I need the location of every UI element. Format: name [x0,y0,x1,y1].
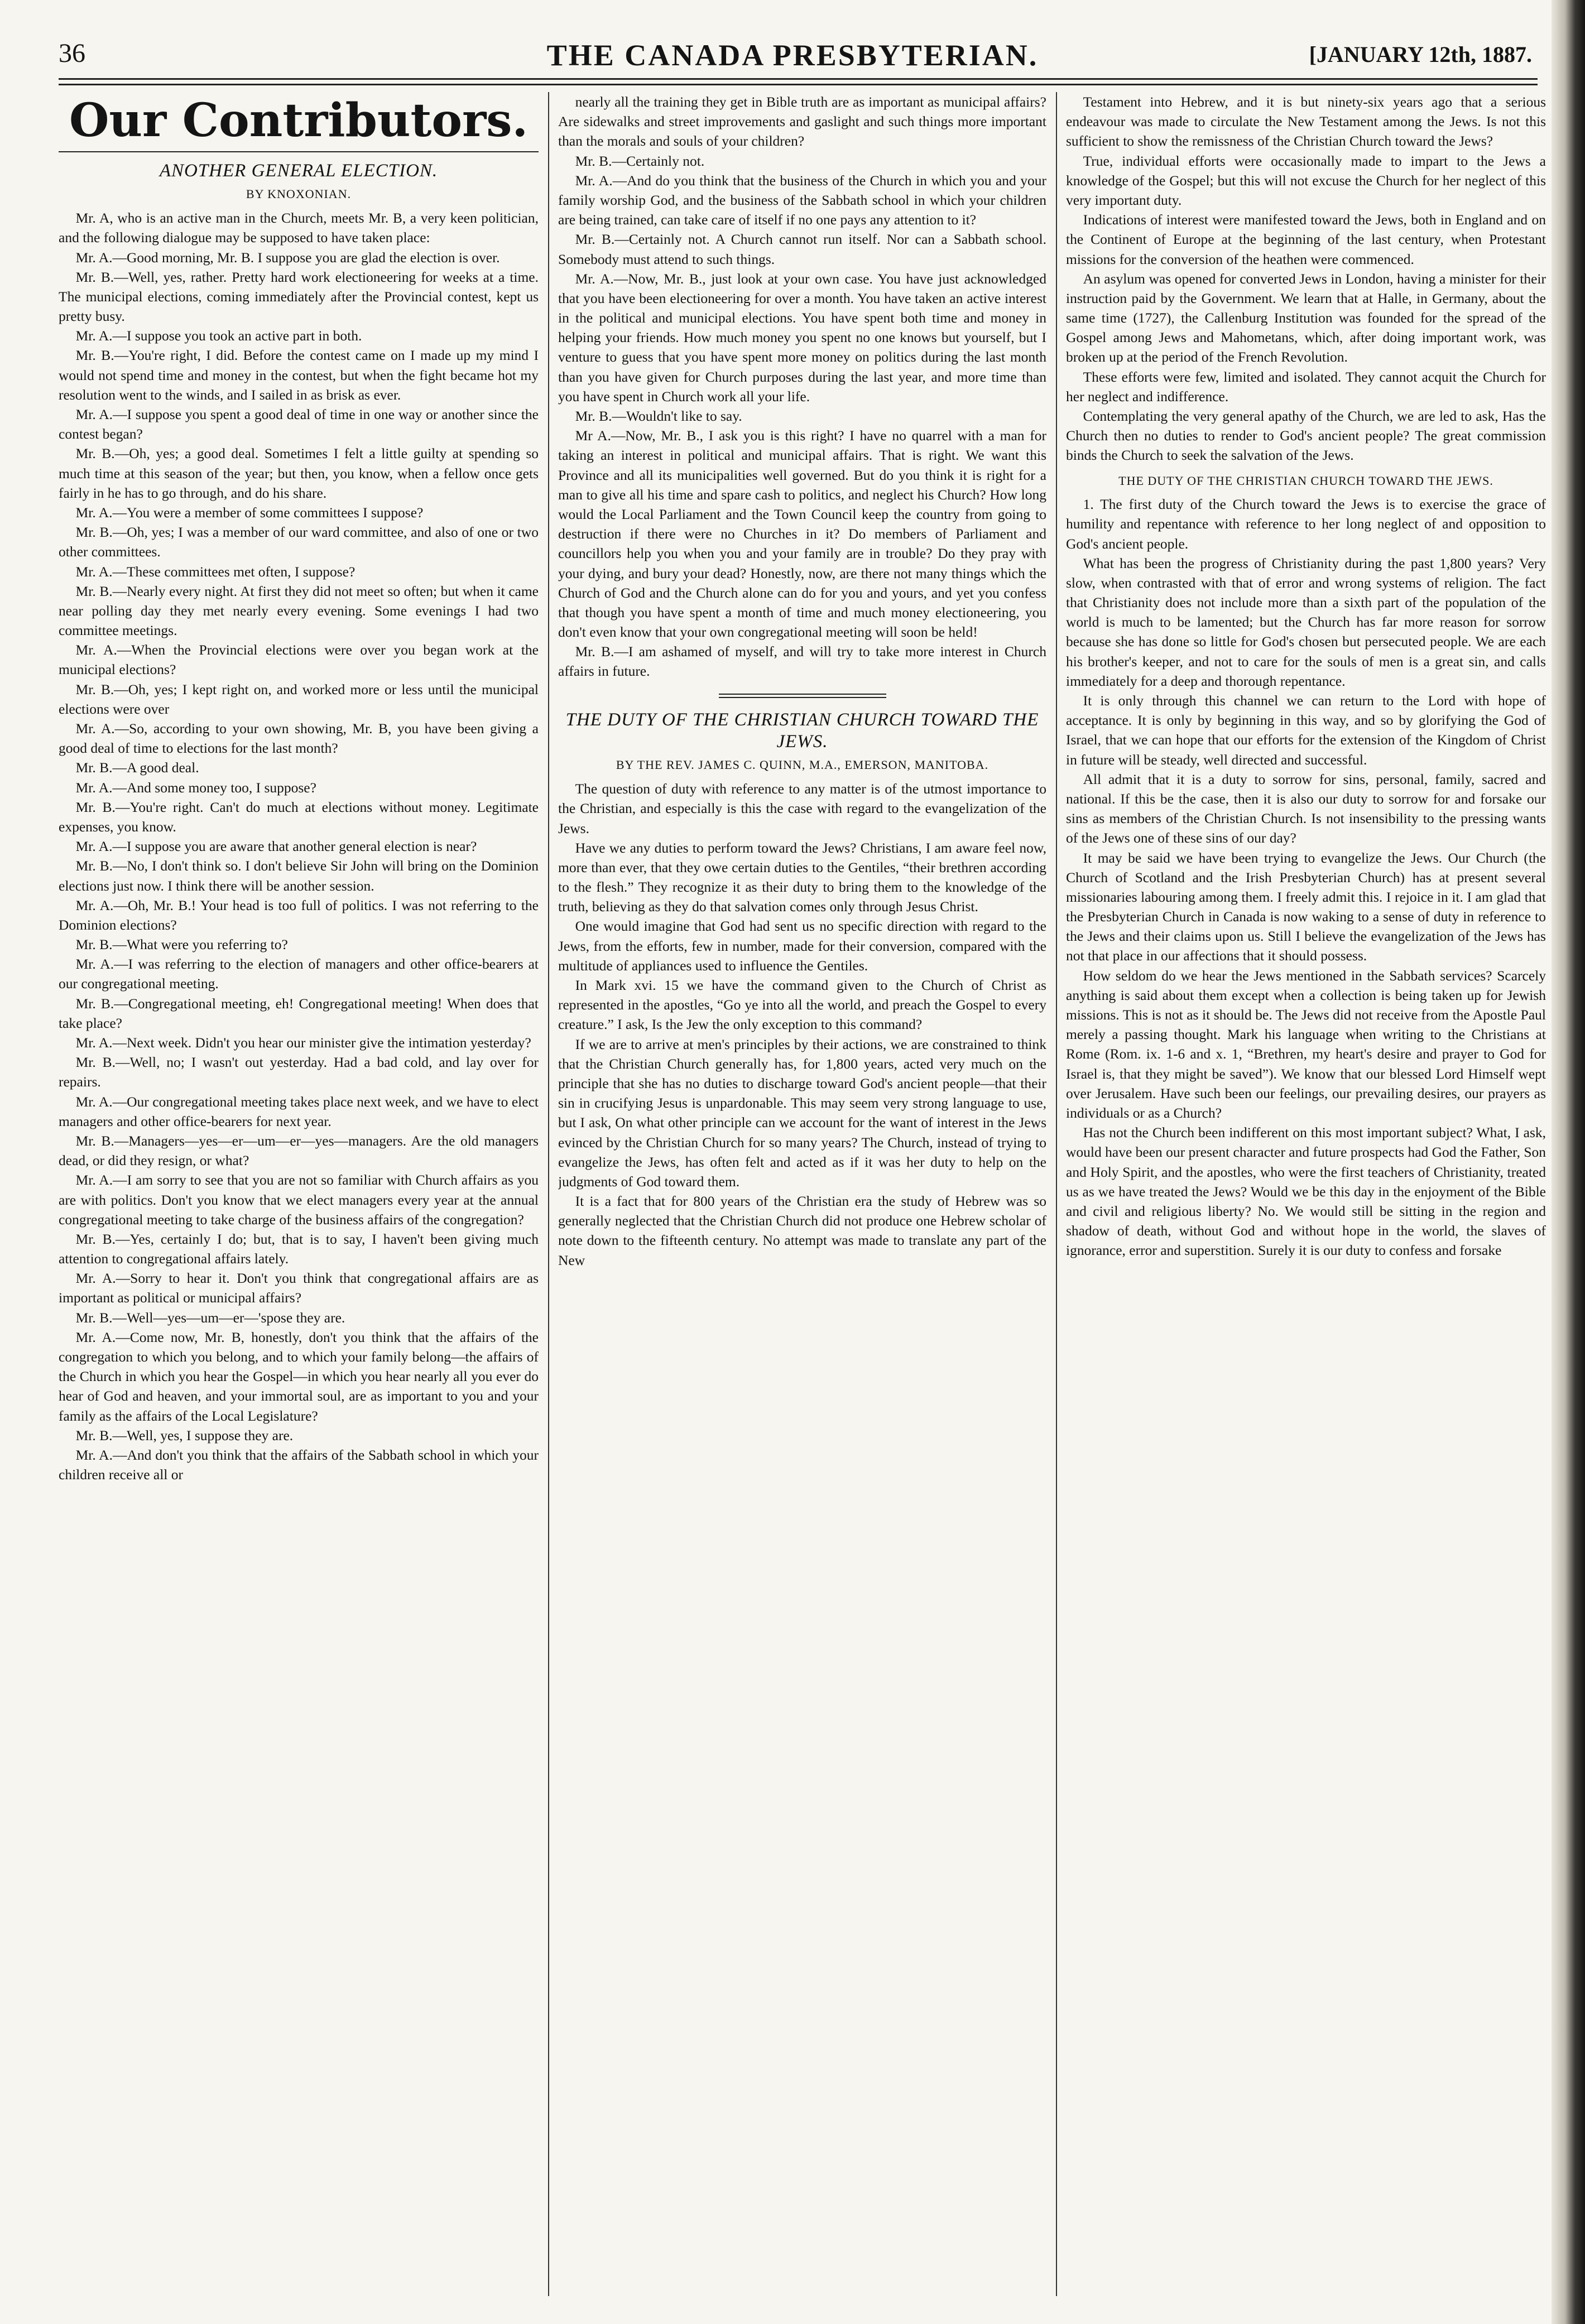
paragraph: All admit that it is a duty to sorrow for sins, personal, family, sacred and national. If this be the case, then it is also our duty to sorrow for and forsake our sins as members of the Christian Church. Is not insensibility to the pressing wants of the Jews one of these sins of our day? [1066,771,1546,846]
paragraph: True, individual efforts were occasionally made to impart to the Jews a knowledge of the Gospel; but this will not excuse the Church for her neglect of this very important duty. [1066,152,1546,208]
paragraph: If we are to arrive at men's principles by their actions, we are constrained to think that the Christian Church generally has, for 1,800 years, acted very much on the principle that she has no duties to discharge toward God's ancient people—that their sin in crucifying Jesus is unpardonable. This may seem very strong language to use, but I ask, On what other principle can we account for the want of interest in the Jews evinced by the Christian Church for so many years? The Church, instead of trying to evangelize the Jews, has often felt and acted as if it was her duty to help on the judgments of God toward them. [558,1036,1046,1190]
paragraph: It is a fact that for 800 years of the Christian era the study of Hebrew was so generally neglected that the Christian Church did not produce one Hebrew scholar of note down to the fifteenth century. No attempt was made to translate any part of the New [558,1193,1046,1268]
paragraph: It may be said we have been trying to evangelize the Jews. Our Church (the Church of Scotland and the Irish Presbyterian Church) has at present several missionaries labouring among them. I freely admit this. I rejoice in it. I am glad that the Presbyterian Church in Canada is now waking to a sense of duty in reference to the Jews and their claims upon us. Still I believe the evangelization of the Jews has not that place in our affections that it should possess. [1066,849,1546,964]
column-2 [558,92,1046,2302]
paragraph: Mr. B.—What were you referring to? [75,936,288,953]
paragraph: One would imagine that God had sent us no specific direction with regard to the Jews, from the efforts, few in number, made for their conversion, compared with the multitude of appliances used to influence the Gentiles. [558,918,1046,974]
paragraph: An asylum was opened for converted Jews in London, having a minister for their instruction paid by the Government. We learn that at Halle, in Germany, about the same time (1727), the Callenburg Institution was founded for the spread of the Gospel among Jews and Mahometans, which, after doing important work, was broken up at the period of the French Revolution. [1066,270,1546,365]
article-body-continued [558,92,1046,681]
article-body-continued [1066,92,1546,465]
paragraph: Mr. A.—I was referring to the election of managers and other office-bearers at our congregational meeting. [59,956,539,992]
paragraph: Mr. A.—Next week. Didn't you hear our minister give the intimation yesterday? [75,1035,531,1051]
column-1 [59,92,539,2302]
paragraph: Mr. B.—Oh, yes; I was a member of our ward committee, and also of one or two other committees. [59,524,539,560]
paragraph: Mr. B.—Certainly not. A Church cannot run itself. Nor can a Sabbath school. Somebody must attend to such things. [558,231,1046,267]
paragraph: Mr. B.—Wouldn't like to say. [575,408,742,424]
page-header [0,0,1585,84]
paragraph: Mr. A.—Come now, Mr. B, honestly, don't you think that the affairs of the congregation to which you belong, and to which your family belong—the affairs of the Church in which you hear the Gospel—in which you hear nearly all you ever do hear of God and heaven, and your immortal soul, are as important to you and your family as the affairs of the Local Legislature? [59,1329,539,1424]
paragraph: Mr. A.—Oh, Mr. B.! Your head is too full of politics. I was not referring to the Dominion elections? [59,897,539,933]
article-byline: BY KNOXONIAN. [246,186,352,201]
header-rule-bottom [59,84,1538,85]
paragraph: Mr. B.—You're right. Can't do much at elections without money. Legitimate expenses, you know. [59,798,539,835]
paragraph: Mr. A.—Our congregational meeting takes place next week, and we have to elect managers and other office-bearers for next year. [59,1093,539,1129]
paragraph: Have we any duties to perform toward the Jews? Christians, I am aware feel now, more than ever, that they owe certain duties to the Gentiles, “their brethren according to the flesh.” They recognize it as their duty to bring them to the knowledge of the truth, believing as they do that salvation comes only through Jesus Christ. [558,839,1046,915]
paragraph: In Mark xvi. 15 we have the command given to the Church of Christ as represented in the apostles, “Go ye into all the world, and preach the Gospel to every creature.” I ask, Is the Jew the only exception to this command? [558,977,1046,1033]
page-number: 36 [59,39,85,68]
paragraph: Mr. A.—So, according to your own showing, Mr. B, you have been giving a good deal of time to elections for the last month? [59,720,539,757]
paragraph: How seldom do we hear the Jews mentioned in the Sabbath services? Scarcely anything is said about them except when a collection is being taken up for Jewish missions. This is not as it should be. The Jews did not receive from the Apostle Paul merely a passing thought. Mark his language when writing to the Christians at Rome (Rom. ix. 1-6 and x. 1, “Brethren, my heart's desire and prayer to God for Israel is, that they might be saved”). We know that our blessed Lord Himself wept over Jerusalem. Have such been our feelings, our prevailing desires, our prayers as individuals or as a Church? [1066,967,1546,1121]
column-divider [1056,92,1057,2296]
paragraph: Mr. B.—Well, yes, I suppose they are. [75,1427,294,1444]
paragraph: Has not the Church been indifferent on this most important subject? What, I ask, would have been our present character and future prospects had God the Father, Son and Holy Spirit, and the apostles, who were the first teachers of Christianity, treated us as we have treated the Jews? Would we be this day in the enjoyment of the Bible and civil and religious liberty? No. We would still be sitting in the region and shadow of death, without God and without hope in the world, the slaves of ignorance, error and superstition. Surely it is our duty to confess and forsake [1066,1124,1546,1259]
paragraph: What has been the progress of Christianity during the past 1,800 years? Very slow, when contrasted with that of error and wrong systems of religion. The fact that Christianity does not include more than a sixth part of the population of the world is much to be lamented; but the Church has far more reason for sorrow because she has done so little for God's chosen but persecuted people. We are each his brother's keeper, and not to care for the souls of men is a great sin, and calls immediately for a deep and thorough repentance. [1066,555,1546,689]
paragraph: Mr. A.—I suppose you took an active part in both. [75,328,362,344]
paragraph: 1. The first duty of the Church toward the Jews is to exercise the grace of humility and repentance with reference to her long neglect of and opposition to God's ancient people. [1066,496,1546,552]
paragraph: Mr. A.—You were a member of some committees I suppose? [75,504,424,521]
paragraph: Mr. A.—And some money too, I suppose? [75,779,316,796]
paragraph: nearly all the training they get in Bible truth are as important as municipal affairs? Are sidewalks and street improvements and gaslight and such things more important than the morals and souls of your children? [558,94,1046,150]
paragraph: Mr. A.—I suppose you spent a good deal of time in one way or another since the contest began? [59,406,539,442]
section-subheading: THE DUTY OF THE CHRISTIAN CHURCH TOWARD THE JEWS. [1118,473,1493,488]
paragraph: Mr. B.—Well, no; I wasn't out yesterday. Had a bad cold, and lay over for repairs. [59,1054,539,1090]
paragraph: Contemplating the very general apathy of the Church, we are led to ask, Has the Church then no duties to render to God's ancient people? The great commission binds the Church to seek the salvation of the Jews. [1066,408,1546,464]
scan-edge-shadow [1552,0,1585,2324]
header-rule-top [59,78,1538,80]
paragraph: Mr. B.—A good deal. [75,759,199,776]
paragraph: Mr. A.—And don't you think that the affairs of the Sabbath school in which your children receive all or [59,1446,539,1483]
paragraph: Mr. A.—When the Provincial elections were over you began work at the municipal elections? [59,642,539,678]
article-body [558,779,1046,1270]
paragraph: Mr. A.—I am sorry to see that you are not so familiar with Church affairs as you are with politics. Don't you know that we elect managers every year at the annual congregational meeting to take charge of the business affairs of the congregation? [59,1172,539,1228]
paragraph: Mr. B.—Oh, yes; a good deal. Sometimes I felt a little guilty at spending so much time at this season of the year; but then, you know, when a fellow once gets fairly in he has to go through, and do his share. [59,445,539,501]
journal-title: THE CANADA PRESBYTERIAN. [546,39,1039,72]
section-heading: Our Contributors. [59,95,539,152]
paragraph: Mr. A, who is an active man in the Church, meets Mr. B, a very keen politician, and the following dialogue may be supposed to have taken place: [59,210,539,246]
paragraph: Mr. A.—I suppose you are aware that another general election is near? [75,838,477,855]
paragraph: Mr. A.—These committees met often, I suppose? [75,563,356,580]
paragraph: Mr. B.—I am ashamed of myself, and will try to take more interest in Church affairs in future. [558,643,1046,680]
paragraph: Mr. A.—Sorry to hear it. Don't you think that congregational affairs are as important as political or municipal affairs? [59,1270,539,1306]
paragraph: Mr. B.—Well, yes, rather. Pretty hard work electioneering for weeks at a time. The municipal elections, coming immediately after the Provincial contest, kept us pretty busy. [59,268,539,325]
paragraph: Testament into Hebrew, and it is but ninety-six years ago that a serious endeavour was made to circulate the New Testament among the Jews. Is not this sufficient to show the remissness of the Christian Church toward the Jews? [1066,94,1546,150]
paragraph: Mr A.—Now, Mr. B., I ask you is this right? I have no quarrel with a man for taking an interest in political and municipal affairs. That is right. We want this Province and all its municipalities well governed. But do you think it is right for a man to give all his time and spare cash to politics, and neglect his Church? How long would the Local Parliament and the Town Council keep the country from going to destruction if there were no Churches in it? Do members of Parliament and councillors help you when you and your family are in trouble? Do they pray with your dying, and bury your dead? Honestly, now, are there not many things which the Church of God and the Church alone can do for you and yours, and yet you confess that though you have spent a month of time and much money electioneering, you don't even know that your own congregational meeting will soon be held! [558,427,1046,641]
paragraph: Mr. A.—Now, Mr. B., just look at your own case. You have just acknowledged that you have been electioneering for over a month. You have taken an active interest in the political and municipal elections. You have spent both time and money in helping your friends. How much money you spent no one knows but yourself, but I venture to guess that you have spent more money on politics during the last month than you have given for Church purposes during the last year, and more time than you have spent in Church work all your life. [558,270,1046,405]
article-byline: BY THE REV. JAMES C. QUINN, M.A., EMERSON, MANITOBA. [616,757,989,772]
article-title: THE DUTY OF THE CHRISTIAN CHURCH TOWARD THE JEWS. [565,709,1039,752]
column-3 [1066,92,1546,2302]
article-body [59,208,539,1484]
article-body [1066,494,1546,1260]
paragraph: Mr. B.—Certainly not. [575,152,705,169]
paragraph: Mr. B.—You're right, I did. Before the contest came on I made up my mind I would not spend time and money in the contest, but when the fight became hot my resolution went to the winds, and I sailed in as brisk as ever. [59,347,539,403]
paragraph: Indications of interest were manifested toward the Jews, both in England and on the Continent of Europe at the beginning of the last century, when Protestant missions for the conversion of the heathen were commenced. [1066,211,1546,267]
paragraph: Mr. B.—Well—yes—um—er—'spose they are. [75,1309,345,1326]
paragraph: These efforts were few, limited and isolated. They cannot acquit the Church for her neglect and indifference. [1066,368,1546,405]
paragraph: The question of duty with reference to any matter is of the utmost importance to the Christian, and especially is this the case with regard to the evangelization of the Jews. [558,781,1046,836]
paragraph: Mr. A.—And do you think that the business of the Church in which you and your family worship God, and the business of the Sabbath school in which your children are being trained, can take care of itself if no one pays any attention to it? [558,172,1046,228]
paragraph: It is only through this channel we can return to the Lord with hope of acceptance. It is only by beginning in this way, and so by glorifying the God of Israel, that we can hope that our efforts for the extension of the Kingdom of Christ in future will be steady, well directed and successful. [1066,692,1546,768]
paragraph: Mr. A.—Good morning, Mr. B. I suppose you are glad the election is over. [75,249,500,266]
issue-date: [JANUARY 12th, 1887. [1309,42,1532,67]
article-divider [719,694,886,698]
paragraph: Mr. B.—Yes, certainly I do; but, that is to say, I haven't been giving much attention to congregational affairs lately. [59,1230,539,1267]
article-title: ANOTHER GENERAL ELECTION. [159,161,438,181]
paragraph: Mr. B.—No, I don't think so. I don't believe Sir John will bring on the Dominion elections just now. I think there will be another session. [59,858,539,894]
column-divider [548,92,549,2296]
paragraph: Mr. B.—Oh, yes; I kept right on, and worked more or less until the municipal elections were over [59,681,539,717]
paragraph: Mr. B.—Nearly every night. At first they did not meet so often; but when it came near polling day they met nearly every evening. Some evenings I had two committee meetings. [59,583,539,639]
paragraph: Mr. B.—Congregational meeting, eh! Congregational meeting! When does that take place? [59,995,539,1031]
paragraph: Mr. B.—Managers—yes—er—um—er—yes—managers. Are the old managers dead, or did they resign, or what? [59,1132,539,1169]
